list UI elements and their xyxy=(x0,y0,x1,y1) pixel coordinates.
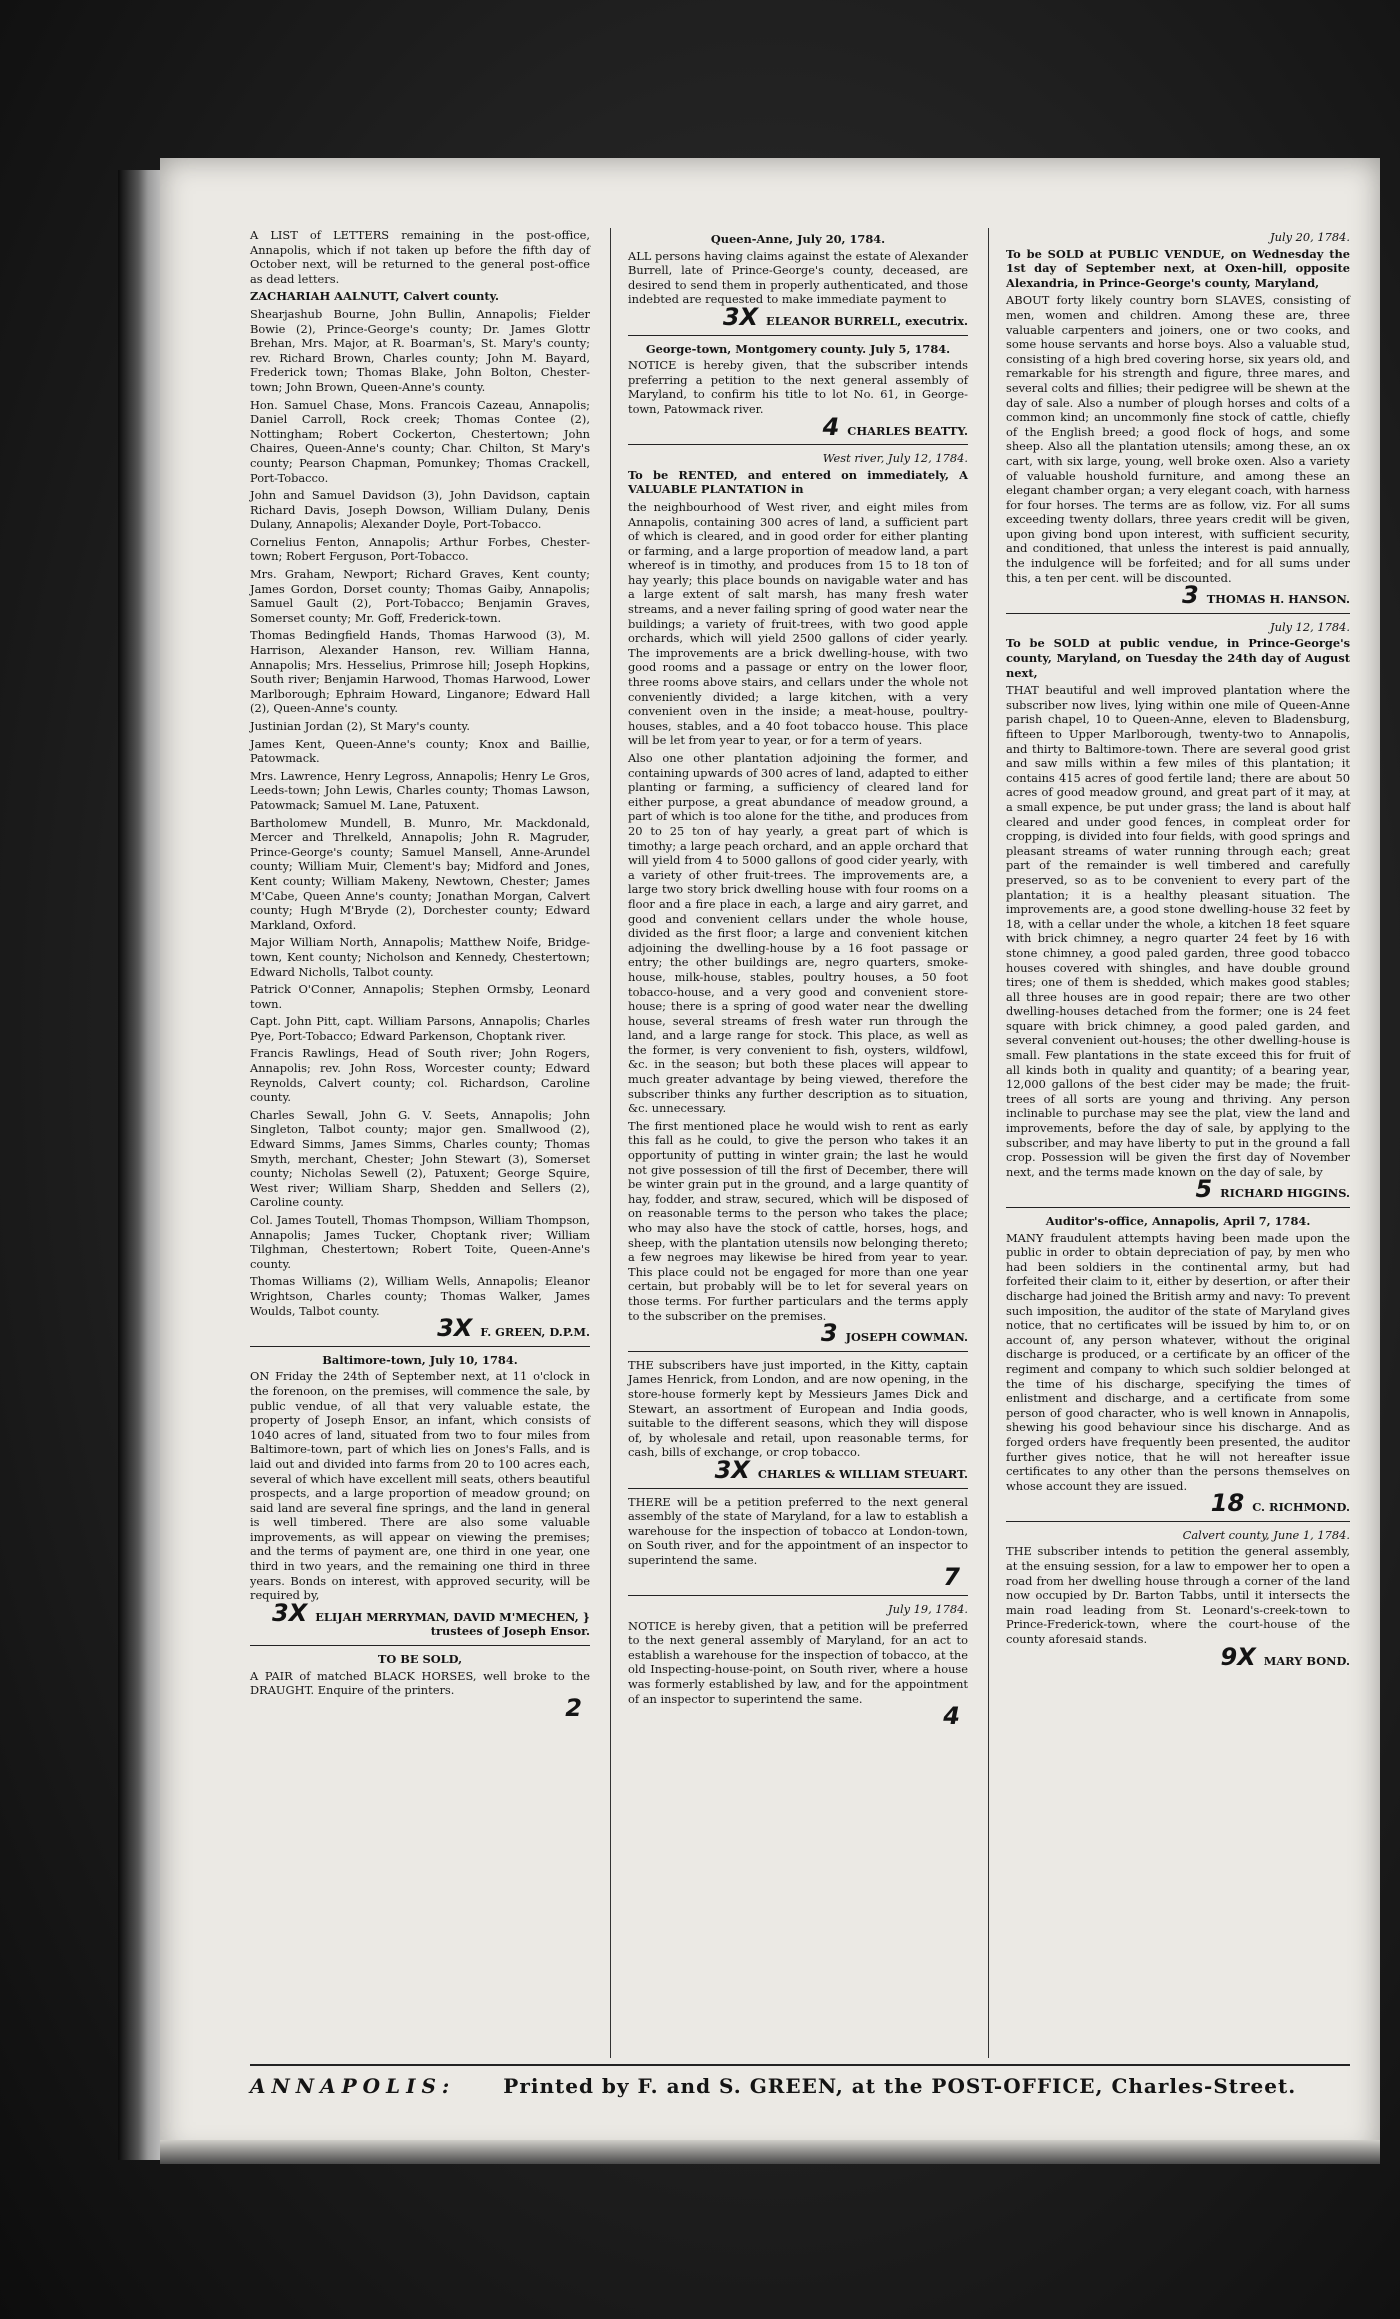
west-river-paragraph: The first mentioned place he would wish to rent as early this fall as he could, to give the person who takes it an opportunity of putting in winter grain; the last he would not give possession of till the first of December, there will be winter grain put in the ground, and a large quantity of hay, fodder, and straw, secured, which will be disposed of on reasonable terms to the person who takes the place; who may also have the stock of cattle, horses, hogs, and sheep, with the plantation utensils now belonging thereto; a few negroes may likewise be hired from year to year. This place could not be engaged for more than one year certain, but probably will be to let for several years on those terms. For further particulars and the terms apply to the subscriber on the premises. xyxy=(628,1118,968,1323)
handwritten-mark: 5 xyxy=(1195,1175,1213,1204)
letter-entry: Col. James Toutell, Thomas Thompson, William Thompson, Annapolis; James Tucker, Choptank river; William Tilghman, Chestertown; Robert Toite, Queen-Anne's county. xyxy=(250,1213,590,1271)
west-river-signature: 3 JOSEPH COWMAN. xyxy=(820,1319,968,1348)
handwritten-mark: 3X xyxy=(722,302,759,331)
handwritten-mark: 3 xyxy=(1181,581,1199,610)
divider xyxy=(628,1488,968,1489)
letter-entry: Patrick O'Conner, Annapolis; Stephen Ormsby, Leonard town. xyxy=(250,982,590,1011)
column-rule xyxy=(988,228,989,2058)
letter-entry: Mrs. Graham, Newport; Richard Graves, Kent county; James Gordon, Dorset county; Thomas Gaiby, Annapolis; Samuel Gault (2), Port-Tobacco; Benjamin Graves, Somerset county; Mr. Goff, Frederick-town. xyxy=(250,567,590,625)
horses-notice: A PAIR of matched BLACK HORSES, well broke to the DRAUGHT. Enquire of the printers. xyxy=(250,1668,590,1698)
south-river-signature xyxy=(628,1702,968,1731)
letter-entry: Major William North, Annapolis; Matthew Noife, Bridge-town, Kent county; Nicholson and Kennedy, Chestertown; Edward Nicholls, Talbot county. xyxy=(250,935,590,979)
handwritten-mark: 7 xyxy=(943,1563,960,1592)
divider xyxy=(1006,613,1350,614)
divider xyxy=(250,1645,590,1646)
baltimore-dateline: Baltimore-town, July 10, 1784. xyxy=(322,1352,518,1367)
imprint-place: ANNAPOLIS: xyxy=(250,2074,456,2098)
higgins-heading: To be SOLD at public vendue, in Prince-George's county, Maryland, on Tuesday the 24th day of August next, xyxy=(1006,636,1350,680)
calvert-dateline: Calvert county, June 1, 1784. xyxy=(1182,1527,1350,1542)
handwritten-mark: 18 xyxy=(1210,1489,1245,1518)
column-1 xyxy=(250,228,590,1723)
letter-entry: Bartholomew Mundell, B. Munro, Mr. Mackdonald, Mercer and Threlkeld, Annapolis; John R. Magruder, Prince-George's county; Samuel Mansell, Anne-Arundel county; William Muir, Clement's bay; Midford and Jones, Kent county; William Makeny, Newtown, Chester; James M'Cabe, Queen Anne's county; Jonathan Morgan, Calvert county; Hugh M'Bryde (2), Dorchester county; Edward Markland, Oxford. xyxy=(250,815,590,932)
handwritten-mark: 3X xyxy=(272,1598,308,1627)
letter-entry: Francis Rawlings, Head of South river; John Rogers, Annapolis; rev. John Ross, Worcester county; Edward Reynolds, Calvert county; col. Richardson, Caroline county. xyxy=(250,1046,590,1105)
letter-entry: Thomas Williams (2), William Wells, Annapolis; Eleanor Wrightson, Charles county; Thomas Walker, James Woulds, Talbot county. xyxy=(250,1274,590,1318)
west-river-paragraph: the neighbourhood of West river, and eight miles from Annapolis, containing 300 acres of land, a sufficient part of which is cleared, and in good order for either planting or farming, and a large proportion of meadow land, a part whereof is in timothy, and produces from 15 to 18 ton of hay yearly; this place bounds on navigable water and has a large extent of salt marsh, has many fresh water streams, and a never failing spring of good water near the buildings; a variety of fruit-trees, with two good apple orchards, which will yield 2500 gallons of cider yearly. The improvements are a brick dwelling-house, with two good rooms and a passage or entry on the lower floor, three rooms above stairs, and cellars under the whole not conveniently divided; a large kitchen, with a very convenient oven in the inside; a meat-house, poultry-houses, stables, and a 40 foot tobacco house. This place will be let from year to year, or for a term of years. xyxy=(628,499,968,748)
divider xyxy=(1006,1207,1350,1208)
letter-entry: ZACHARIAH AALNUTT, Calvert county. xyxy=(250,289,499,304)
letter-entry: John and Samuel Davidson (3), John Davidson, captain Richard Davis, Joseph Dowson, William Dulany, Denis Dulany, Annapolis; Alexander Doyle, Port-Tobacco. xyxy=(250,488,590,532)
hanson-notice: ABOUT forty likely country born SLAVES, consisting of men, women and children. Among these are, three valuable carpenters and joiners, one or two cooks, and some house servants and horse boys. Also a valuable stud, consisting of a high bred covering horse, six years old, and remarkable for his strength and figure, three mares, and several colts and fillies; their pedigree will be shewn at the day of sale. Also a number of plough horses and colts of a common kind; an uncommonly fine stock of cattle, chiefly of the English breed; a good flock of hogs, and some sheep. Also all the plantation utensils; among these, an ox cart, with six large, young, well broke oxen. Also a variety of valuable houshold furniture, and among these an elegant chamber organ; a very elegant coach, with harness for four horses. The terms are as follow, viz. For all sums exceeding twenty dollars, three years credit will be given, upon giving bond upon interest, with sufficient security, and conditioned, that unless the interest is paid annually, the indulgence will be forfeited; and for all sums under this, a ten per cent. will be discounted. xyxy=(1006,293,1350,585)
imprint-text: Printed by F. and S. GREEN, at the POST-OFFICE, Charles-Street. xyxy=(503,2074,1297,2098)
divider xyxy=(628,335,968,336)
higgins-notice: THAT beautiful and well improved plantation where the subscriber now lives, lying within one mile of Queen-Anne parish chapel, 10 to Queen-Anne, eleven to Bladensburg, fifteen to Upper Marlborough, twenty-two to Annapolis, and thirty to Baltimore-town. There are several good grist and saw mills within a few miles of this plantation; it contains 415 acres of good fertile land; there are about 50 acres of good meadow ground, and great part of it may, at a small expence, be put under grass; the land is about half cleared and under good fences, in compleat order for cropping, is divided into four fields, with good springs and pleasant streams of water running through each; great part of the remainder is well timbered and carefully preserved, so as to be convenient to every part of the plantation; it is a healthy pleasant situation. The improvements are, a good stone dwelling-house 32 feet by 18, with a cellar under the whole, a kitchen 18 feet square with brick chimney, a negro quarter 24 feet by 16 with stone chimney, a good paled garden, three good tobacco houses covered with shingles, and have double ground tires; one of them is shedded, which makes good stables; all three houses are in good repair; there are two other dwelling-houses detached from the former; one is 24 feet square with brick chimney, a good paled garden, and several convenient out-houses; the other dwelling-house is small. Few plantations in the state exceed this for fruit of all kinds both in quality and quantity; of a bearing year, 12,000 gallons of the best cider may be made; the fruit-trees of all sorts are young and thriving. Any person inclinable to purchase may see the plat, view the land and improvements, before the day of sale, by applying to the subscriber, and may have liberty to put in the ground a fall crop. Possession will be given the first day of November next, and the terms made known on the day of sale, by xyxy=(1006,683,1350,1179)
handwritten-mark: 3 xyxy=(820,1319,838,1348)
south-river-dateline: July 19, 1784. xyxy=(888,1602,968,1617)
handwritten-mark: 3X xyxy=(714,1455,750,1484)
horses-signature xyxy=(250,1693,590,1722)
auditor-dateline: Auditor's-office, Annapolis, April 7, 1784. xyxy=(1045,1214,1311,1228)
column-3 xyxy=(1006,228,1350,1672)
calvert-signature: 9X MARY BOND. xyxy=(1220,1642,1350,1671)
handwritten-mark: 4 xyxy=(943,1702,960,1731)
george-town-dateline: George-town, Montgomery county. July 5, 1784. xyxy=(645,341,951,356)
auditor-notice: MANY fraudulent attempts having been made upon the public in order to obtain depreciation of pay, by men who had been soldiers in the continental army, but had forfeited their claim to it, either by desertion, or after their discharge had joined the British army and navy: To prevent such imposition, the auditor of the state of Maryland gives notice, that no certificates will be issued by him to, or on account of, any person whatever, without the original discharge is produced, or a certificate by an officer of the regiment and company to which such soldier belonged at the time of his discharge, specifying the times of enlistment and discharge, and a certificate from some person of good character, who is well known in Annapolis, shewing his good behaviour since his discharge. And as forged orders have frequently been presented, the auditor further gives notice, that he will not hereafter issue certificates to any other than the persons themselves on whose account they are issued. xyxy=(1006,1230,1350,1493)
divider xyxy=(250,1346,590,1347)
divider xyxy=(628,1351,968,1352)
george-town-signature: 4 CHARLES BEATTY. xyxy=(822,412,968,441)
divider xyxy=(628,444,968,445)
london-town-signature xyxy=(628,1563,968,1592)
queen-anne-dateline: Queen-Anne, July 20, 1784. xyxy=(710,232,886,246)
column-rule xyxy=(610,228,611,2058)
baltimore-signature: 3X ELIJAH MERRYMAN, DAVID M'MECHEN, } trustees of Joseph Ensor. xyxy=(272,1598,590,1639)
hanson-heading: To be SOLD at PUBLIC VENDUE, on Wednesday the 1st day of September next, at Oxen-hill, opposite Alexandria, in Prince-George's county, Maryland, xyxy=(1006,246,1350,290)
letter-entry: Cornelius Fenton, Annapolis; Arthur Forbes, Chester-town; Robert Ferguson, Port-Tobacco. xyxy=(250,534,590,564)
letter-entry: Thomas Bedingfield Hands, Thomas Harwood (3), M. Harrison, Alexander Hanson, rev. William Hanna, Annapolis; Mrs. Hesselius, Primrose hill; Joseph Hopkins, South river; Benjamin Harwood, Thomas Harwood, Lower Marlborough; Ephraim Howard, Linganore; Edward Hall (2), Queen-Anne's county. xyxy=(250,628,590,716)
handwritten-mark: 9X xyxy=(1220,1642,1256,1671)
letter-entry: Hon. Samuel Chase, Mons. Francois Cazeau, Annapolis; Daniel Carroll, Rock creek; Thomas Contee (2), Nottingham; Robert Cockerton, Chestertown; John Chaires, Queen-Anne's county; Char. Chilton, St Mary's county; Pearson Chapman, Pomunkey; Thomas Crackell, Port-Tobacco. xyxy=(250,397,590,485)
letter-entry: Capt. John Pitt, capt. William Parsons, Annapolis; Charles Pye, Port-Tobacco; Edward Parkenson, Choptank river. xyxy=(250,1014,590,1043)
letters-signature: 3X F. GREEN, D.P.M. xyxy=(437,1314,590,1343)
baltimore-notice: ON Friday the 24th of September next, at 11 o'clock in the forenoon, on the premises, will commence the sale, by public vendue, of all that very valuable estate, the property of Joseph Ensor, an infant, which consists of 1040 acres of land, situated from two to four miles from Baltimore-town, part of which lies on Jones's Falls, and is laid out and divided into farms from 20 to 100 acres each, several of which have excellent mill seats, others beautiful prospects, and a large proportion of meadow ground; on said land are several fine springs, and the land in general is well timbered. There are also some valuable improvements, as will appear on viewing the premises; and the terms of payment are, one third in one year, one third in two years, and the remaining one third in three years. Bonds on interest, with approved security, will be required by, xyxy=(250,1369,590,1603)
letter-entry: Shearjashub Bourne, John Bullin, Annapolis; Fielder Bowie (2), Prince-George's county; Dr. James Glottr Brehan, Mrs. Major, at R. Boarman's, St. Mary's county; rev. Richard Brown, Charles county; John M. Bayard, Frederick town; Thomas Blake, John Bolton, Chester-town; John Brown, Queen-Anne's county. xyxy=(250,306,590,394)
letter-entry: James Kent, Queen-Anne's county; Knox and Baillie, Patowmack. xyxy=(250,736,590,766)
letters-intro: A LIST of LETTERS remaining in the post-office, Annapolis, which if not taken up before the fifth day of October next, will be returned to the general post-office as dead letters. xyxy=(250,228,590,286)
george-town-notice: NOTICE is hereby given, that the subscriber intends preferring a petition to the next general assembly of Maryland, to confirm his title to lot No. 61, in George-town, Patowmack river. xyxy=(628,358,968,416)
letter-entry: Justinian Jordan (2), St Mary's county. xyxy=(250,719,470,733)
hanson-signature: 3 THOMAS H. HANSON. xyxy=(1181,581,1350,610)
steuart-notice: THE subscribers have just imported, in the Kitty, captain James Henrick, from London, and are now opening, in the store-house formerly kept by Messieurs James Dick and Stewart, an assortment of European and India goods, suitable to the different seasons, which they will dispose of, by wholesale and retail, upon reasonable terms, for cash, bills of exchange, or crop tobacco. xyxy=(628,1357,968,1460)
higgins-signature: 5 RICHARD HIGGINS. xyxy=(1195,1175,1350,1204)
auditor-signature: 18 C. RICHMOND. xyxy=(1210,1489,1350,1518)
letter-entry: Charles Sewall, John G. V. Seets, Annapolis; John Singleton, Talbot county; major gen. Smallwood (2), Edward Simms, James Simms, Charles county; Thomas Smyth, merchant, Chester; John Stewart (3), Somerset county; Nicholas Sewell (2), Patuxent; George Squire, West river; William Sharp, Shedden and Sellers (2), Caroline county. xyxy=(250,1107,590,1210)
west-river-paragraph: Also one other plantation adjoining the former, and containing upwards of 300 acres of land, adapted to either planting or farming, a sufficiency of cleared land for either purpose, a great abundance of meadow ground, a part of which is too alone for the tithe, and produces from 20 to 25 ton of hay yearly, a great part of which is timothy; a large peach orchard, and an apple orchard that will yield from 4 to 5000 gallons of good cider yearly, with a variety of other fruit-trees. The improvements are, a large two story brick dwelling house with four rooms on a floor and a fire place in each, a large and airy garret, and good and convenient cellars under the whole house, divided as the first floor; a large and convenient kitchen adjoining the dwelling-house by a 16 foot passage or entry; the other buildings are, negro quarters, smoke-house, milk-house, stables, poultry houses, a 50 foot tobacco-house, and a very good and convenient store-house; there is a spring of good water near the dwelling house, several streams of fresh water run through the land, and a large range for stock. This place, as well as the former, is very convenient to fish, oysters, wildfowl, &c. in the season; but both these places will appear to much greater advantage by being viewed, therefore the subscriber thinks any further description as to situation, &c. unnecessary. xyxy=(628,751,968,1116)
west-river-dateline: West river, July 12, 1784. xyxy=(822,451,968,466)
page-edge xyxy=(160,2140,1380,2164)
handwritten-mark: 3X xyxy=(437,1314,473,1343)
higgins-dateline: July 12, 1784. xyxy=(1270,619,1350,634)
column-2 xyxy=(628,228,968,1732)
queen-anne-notice: ALL persons having claims against the estate of Alexander Burrell, late of Prince-George's county, deceased, are desired to send them in properly authenticated, and those indebted are requested to make immediate payment to xyxy=(628,248,968,307)
imprint-line xyxy=(250,2064,1350,2098)
steuart-signature: 3X CHARLES & WILLIAM STEUART. xyxy=(714,1455,968,1484)
hanson-dateline: July 20, 1784. xyxy=(1270,230,1350,244)
newspaper-page xyxy=(160,158,1380,2158)
west-river-heading: To be RENTED, and entered on immediately, A VALUABLE PLANTATION in xyxy=(628,467,968,497)
horses-heading: TO BE SOLD, xyxy=(377,1652,463,1667)
queen-anne-signature: 3X ELEANOR BURRELL, executrix. xyxy=(722,302,968,331)
london-town-petition: THERE will be a petition preferred to the next general assembly of the state of Maryland, for a law to establish a warehouse for the inspection of tobacco at London-town, on South river, and for the appointment of an inspector to superintend the same. xyxy=(628,1494,968,1567)
letter-entry: Mrs. Lawrence, Henry Legross, Annapolis; Henry Le Gros, Leeds-town; John Lewis, Charles county; Thomas Lawson, Patowmack; Samuel M. Lane, Patuxent. xyxy=(250,768,590,812)
handwritten-mark: 4 xyxy=(822,412,840,441)
south-river-notice: NOTICE is hereby given, that a petition will be preferred to the next general assembly of Maryland, for an act to establish a warehouse for the inspection of tobacco, at the old Inspecting-house-point, on South river, where a house was formerly established by law, and for the appointment of an inspector to superintend the same. xyxy=(628,1618,968,1706)
handwritten-mark: 2 xyxy=(565,1693,582,1722)
calvert-notice: THE subscriber intends to petition the general assembly, at the ensuing session, for a law to empower her to open a road from her dwelling house through a corner of the land now occupied by Dr. Barton Tabbs, until it intersects the main road leading from St. Leonard's-creek-town to Prince-Frederick-town, where the court-house of the county aforesaid stands. xyxy=(1006,1544,1350,1647)
divider xyxy=(628,1595,968,1596)
divider xyxy=(1006,1521,1350,1522)
